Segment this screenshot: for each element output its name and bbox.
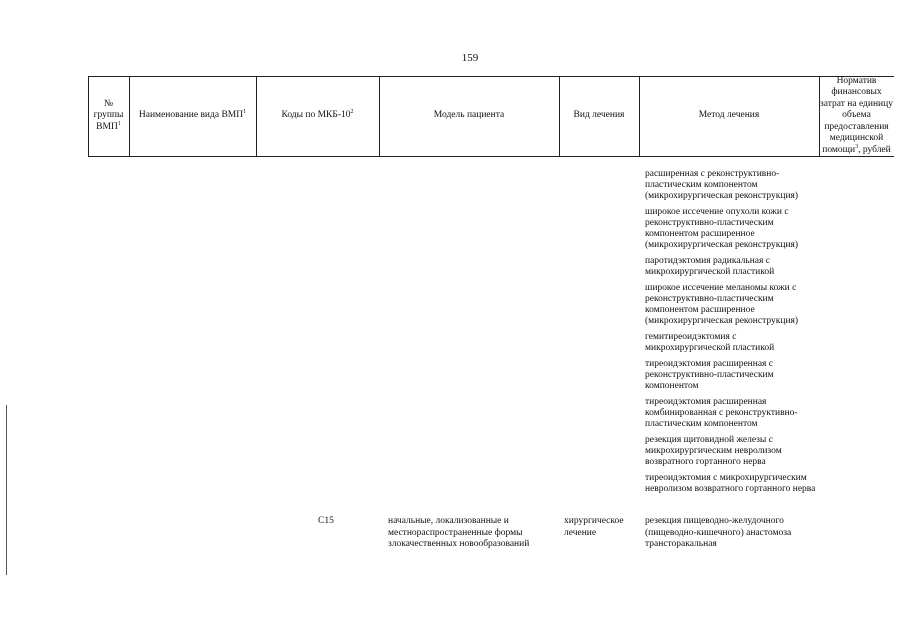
header-treatment-type: Вид лечения xyxy=(573,110,625,121)
method-item: тиреоидэктомия расширенная с реконструктивно-пластическим компонентом xyxy=(645,359,774,391)
method-item: паротидэктомия радикальная с микрохирургической пластикой xyxy=(645,256,775,277)
treatment-method-list xyxy=(645,169,817,500)
row-c15-code: C15 xyxy=(318,516,334,526)
header-codes-mkb: Коды по МКБ-$10^2$ xyxy=(281,109,354,121)
vmp-table xyxy=(88,75,894,549)
scan-edge-mark xyxy=(6,405,7,575)
row-c15-treatment-type: хирургическое лечение xyxy=(564,516,624,538)
method-item: тиреоидэктомия с микрохирургическим невролизом возвратного гортанного нерва xyxy=(645,473,816,494)
method-item: широкое иссечение опухоли кожи с реконструктивно-пластическим компонентом расширенное (микрохирургическая реконструкция) xyxy=(645,207,799,250)
header-no-group: № группы ВМП$^1$ xyxy=(93,98,124,132)
header-normative: Норматив финансовых затрат на единицу объема предоставления медицинской помощи$^3$, рублей xyxy=(820,75,893,155)
method-item: тиреоидэктомия расширенная комбинированная с реконструктивно-пластическим компонентом xyxy=(645,397,798,429)
header-treatment-method: Метод лечения xyxy=(698,110,760,121)
header-name-vmp: Наименование вида ВМП$^1$ xyxy=(138,109,247,121)
method-item: широкое иссечение меланомы кожи с реконструктивно-пластическим компонентом расширенное (микрохирургическая реконструкция) xyxy=(645,283,799,326)
method-item: гемитиреоидэктомия с микрохирургической пластикой xyxy=(645,332,775,353)
header-patient-model: Модель пациента xyxy=(433,110,505,121)
method-item: расширенная с реконструктивно-пластическим компонентом (микрохирургическая реконструкция) xyxy=(645,169,799,201)
header-bottom-border xyxy=(88,156,894,157)
page-number: 159 xyxy=(461,52,479,64)
row-c15-treatment-method: резекция пищеводно-желудочного (пищеводно-кишечного) анастомоза трансторакальная xyxy=(645,516,792,549)
row-c15-patient-model: начальные, локализованные и местнораспространенные формы злокачественных новообразований xyxy=(388,516,530,549)
method-item: резекция щитовидной железы с микрохирургическим невролизом возвратного гортанного нерва xyxy=(645,435,782,467)
